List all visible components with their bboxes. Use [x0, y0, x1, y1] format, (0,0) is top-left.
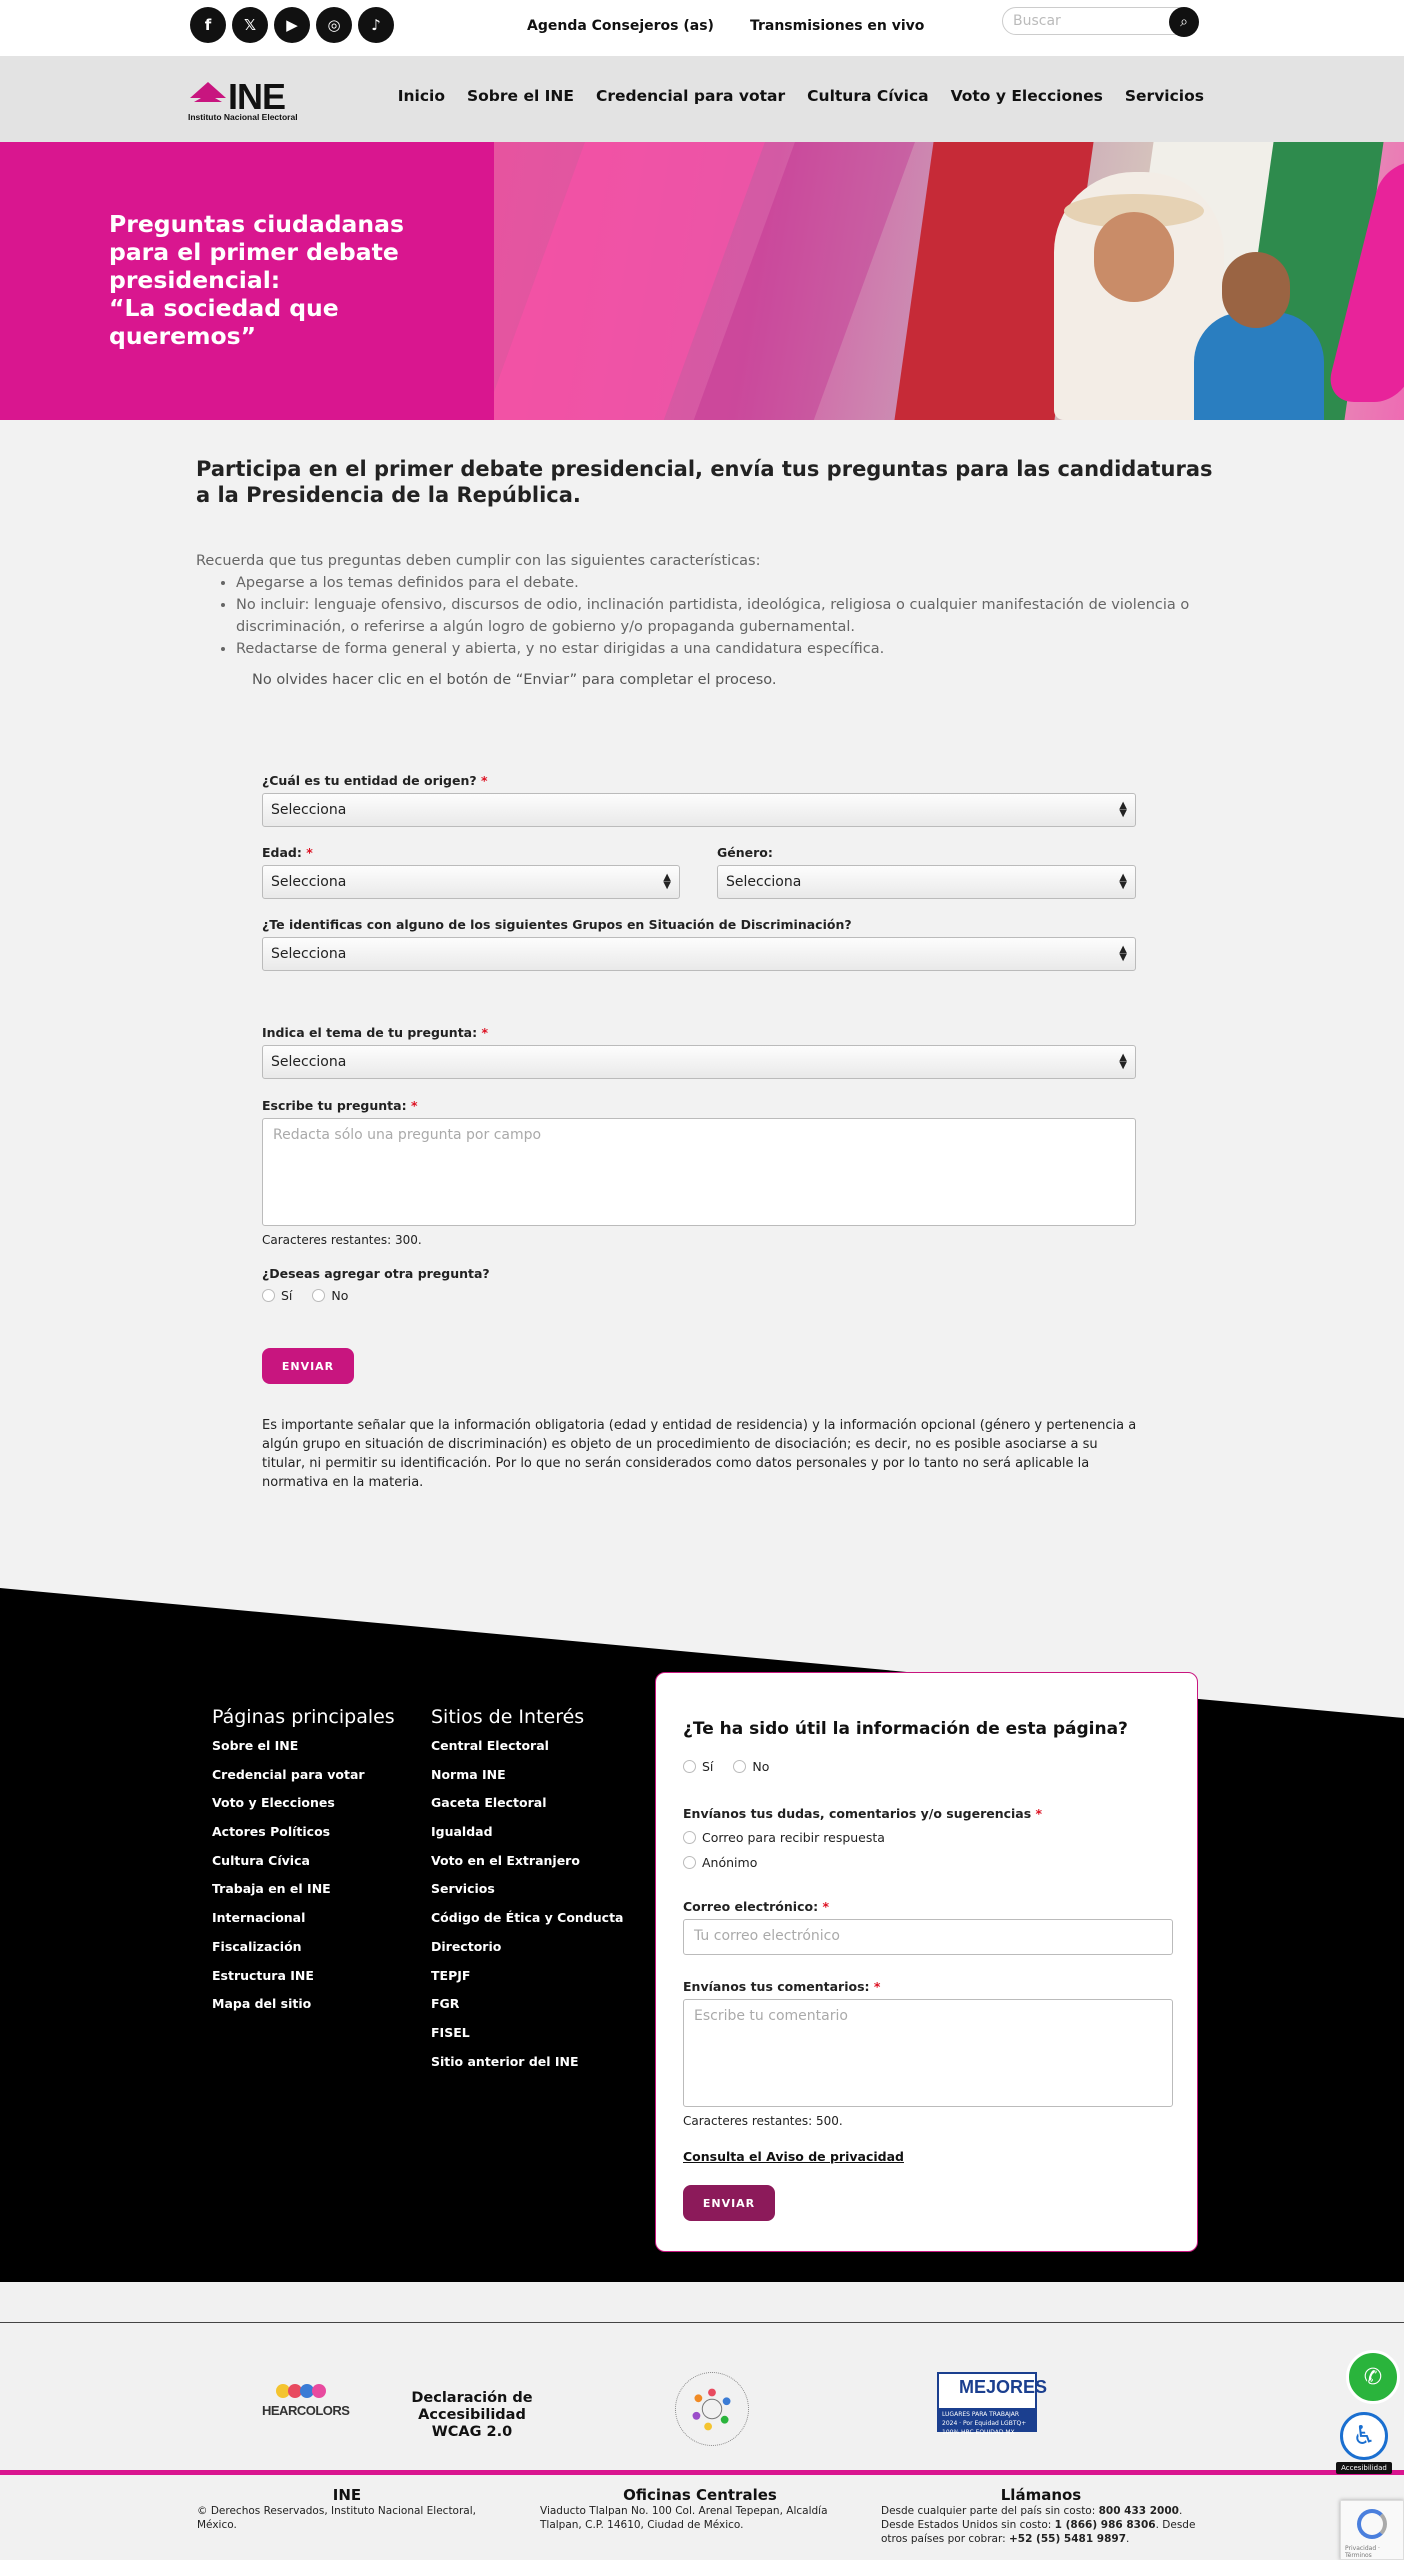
footer-link[interactable]: TEPJF — [431, 1967, 471, 1983]
youtube-icon[interactable]: ▶ — [274, 7, 310, 43]
footer-link[interactable]: Sobre el INE — [212, 1738, 299, 1753]
nav-menu — [398, 87, 1204, 105]
intro — [196, 456, 1216, 508]
pregunta-label: Escribe tu pregunta: * — [262, 1098, 418, 1113]
footer-link[interactable]: Norma INE — [431, 1766, 506, 1782]
requirements — [196, 550, 1206, 660]
footer-oficinas: Oficinas Centrales Viaducto Tlalpan No. 100 Col. Arenal Tepepan, Alcaldía Tlalpan, C.P. 14610, Ciudad de México. — [540, 2486, 828, 2531]
util-no-radio[interactable]: No — [733, 1759, 769, 1774]
mejores-lugares-badge: MEJORES LUGARES PARA TRABAJAR 2024 · Por Equidad LGBTQ+ 100% HRC EQUIDAD MX — [937, 2372, 1037, 2432]
search-input[interactable] — [1003, 13, 1163, 29]
entidad-select[interactable]: Selecciona ▲ ▼ — [262, 793, 1136, 827]
nav-item-voto-elecciones[interactable]: Voto y Elecciones — [950, 87, 1103, 105]
caracteres-restantes-feedback: Caracteres restantes: 500. — [683, 2114, 843, 2128]
footer-link[interactable]: Voto en el Extranjero — [431, 1852, 580, 1868]
correo-respuesta-radio[interactable]: Correo para recibir respuesta — [683, 1830, 885, 1845]
nav-item-cultura-civica[interactable]: Cultura Cívica — [807, 87, 929, 105]
footer-col-paginas — [212, 1706, 395, 2025]
page-heading: Participa en el primer debate presidencial, envía tus preguntas para las candidaturas a la Presidencia de la República. — [196, 457, 1213, 507]
ine-logo[interactable] — [188, 76, 328, 126]
tiktok-icon[interactable]: ♪ — [358, 7, 394, 43]
hero-title: Preguntas ciudadanas para el primer debate presidencial: “La sociedad que queremos” — [109, 210, 404, 350]
footer-link[interactable]: Central Electoral — [431, 1738, 549, 1753]
footer-link[interactable]: Cultura Cívica — [212, 1852, 310, 1868]
requirement-item: • Apegarse a los temas definidos para el debate. — [236, 572, 1206, 594]
hearcolors-logo[interactable]: HEARCOLORS — [262, 2384, 342, 2430]
email-label: Correo electrónico: * — [683, 1899, 829, 1914]
requirements-lead: Recuerda que tus preguntas deben cumplir con las siguientes características: — [196, 553, 761, 569]
facebook-icon[interactable]: f — [190, 7, 226, 43]
search-box — [1002, 7, 1198, 35]
footer-link[interactable]: FISEL — [431, 2024, 470, 2040]
feedback-question: ¿Te ha sido útil la información de esta página? — [683, 1719, 1128, 1739]
anonimo-radio[interactable]: Anónimo — [683, 1855, 757, 1870]
util-si-radio[interactable]: Sí — [683, 1759, 713, 1774]
hero-photo — [494, 142, 1404, 420]
genero-label: Género: — [717, 845, 773, 860]
wcag-declaration-link[interactable]: Declaración de Accesibilidad WCAG 2.0 — [411, 2390, 533, 2440]
tema-label: Indica el tema de tu pregunta: * — [262, 1025, 489, 1040]
footer-link[interactable]: Directorio — [431, 1938, 502, 1954]
top-bar — [0, 0, 1404, 56]
ine-logo-mark — [190, 80, 226, 104]
genero-select[interactable]: Selecciona ▲ ▼ — [717, 865, 1136, 899]
requirement-item: • Redactarse de forma general y abierta, y no estar dirigidas a una candidatura específica. — [236, 638, 1206, 660]
search-icon[interactable]: ⌕ — [1169, 7, 1199, 37]
footer-col-title: Sitios de Interés — [431, 1706, 585, 1728]
recaptcha-icon — [1357, 2509, 1387, 2539]
footer-link[interactable]: Sitio anterior del INE — [431, 2053, 579, 2069]
disociacion-note: Es importante señalar que la información obligatoria (edad y entidad de residencia) y la información opcional (género y pertenencia a algún grupo en situación de discriminación) es objeto de un procedimiento de disociación; es decir, no es posible asociarse a su titular, ni permitir su identificación. Por lo que no serán considerados como datos personales y por lo tanto no será aplicable la normativa en la materia. — [262, 1418, 1137, 1490]
social-links — [190, 7, 394, 43]
comments-textarea[interactable] — [683, 1999, 1173, 2107]
otra-si-radio[interactable]: Sí — [262, 1288, 292, 1303]
transmisiones-link[interactable]: Transmisiones en vivo — [749, 18, 925, 34]
accessibility-icon: ♿ — [1340, 2412, 1388, 2460]
logo-word: INE — [228, 76, 286, 117]
footer-link[interactable]: Código de Ética y Conducta — [431, 1910, 624, 1926]
main-nav — [0, 56, 1404, 142]
edad-select[interactable]: Selecciona ▲ ▼ — [262, 865, 680, 899]
comments-label: Envíanos tus comentarios: * — [683, 1979, 881, 1994]
footer-link[interactable]: FGR — [431, 1996, 460, 2012]
select-arrows-icon: ▲ ▼ — [1119, 872, 1127, 891]
logo-subtitle: Instituto Nacional Electoral — [188, 112, 298, 122]
igualdad-seal-icon — [675, 2372, 749, 2446]
nav-item-sobre-ine[interactable]: Sobre el INE — [466, 87, 574, 105]
whatsapp-icon[interactable]: ✆ — [1346, 2350, 1400, 2404]
grupos-label: ¿Te identificas con alguno de los siguientes Grupos en Situación de Discriminación? — [262, 917, 852, 932]
select-arrows-icon: ▲ ▼ — [1119, 1052, 1127, 1071]
privacy-link[interactable]: Consulta el Aviso de privacidad — [683, 2149, 904, 2164]
footer-link[interactable]: Servicios — [431, 1881, 495, 1897]
grupos-select[interactable]: Selecciona ▲ ▼ — [262, 937, 1136, 971]
email-placeholder: Tu correo electrónico — [694, 1928, 840, 1944]
feedback-card — [655, 1672, 1198, 2252]
footer-col-title: Páginas principales — [212, 1706, 395, 1728]
comments-placeholder: Escribe tu comentario — [694, 2008, 848, 2024]
footer-link[interactable]: Trabaja en el INE — [212, 1881, 331, 1897]
footer-link[interactable]: Voto y Elecciones — [212, 1795, 335, 1811]
footer-ine: INE © Derechos Reservados, Instituto Nacional Electoral, México. — [197, 2486, 476, 2531]
hero-banner — [0, 142, 1404, 420]
footer-link[interactable]: Mapa del sitio — [212, 1996, 312, 2012]
tema-select[interactable]: Selecciona ▲ ▼ — [262, 1045, 1136, 1079]
footer-link[interactable]: Actores Políticos — [212, 1824, 331, 1840]
caracteres-restantes: Caracteres restantes: 300. — [262, 1233, 422, 1247]
requirement-item: • No incluir: lenguaje ofensivo, discursos de odio, inclinación partidista, ideológica, religiosa o cualquier manifestación de violencia o discriminación, o referirse a algún logro de gobierno y/o propaganda gubernamental. — [236, 594, 1206, 638]
select-arrows-icon: ▲ ▼ — [663, 872, 671, 891]
pregunta-textarea[interactable] — [262, 1118, 1136, 1226]
footer-link[interactable]: Estructura INE — [212, 1967, 314, 1983]
recaptcha-badge[interactable]: Privacidad · Términos — [1340, 2500, 1404, 2560]
instagram-icon[interactable]: ◎ — [316, 7, 352, 43]
footer-col-sitios — [431, 1706, 623, 2082]
footer-link[interactable]: Credencial para votar — [212, 1766, 365, 1782]
nav-item-credencial[interactable]: Credencial para votar — [596, 87, 786, 105]
footer-link[interactable]: Gaceta Electoral — [431, 1795, 547, 1811]
select-arrows-icon: ▲ ▼ — [1119, 944, 1127, 963]
accessibility-widget[interactable]: ♿ Accesibilidad — [1336, 2412, 1392, 2476]
reminder-text: No olvides hacer clic en el botón de “Enviar” para completar el proceso. — [252, 672, 777, 688]
pregunta-placeholder: Redacta sólo una pregunta por campo — [273, 1127, 542, 1143]
edad-label: Edad: * — [262, 845, 313, 860]
nav-item-servicios[interactable]: Servicios — [1124, 87, 1204, 105]
footer-llamanos: Llámanos Desde cualquier parte del país sin costo: 800 433 2000. Desde Estados Unidos sin costo: 1 (866) 986 8306. Desde otros países por cobrar: +52 (55) 5481 9897. — [881, 2486, 1196, 2545]
email-field[interactable] — [683, 1919, 1173, 1955]
entidad-label: ¿Cuál es tu entidad de origen? * — [262, 773, 488, 788]
footer-link[interactable]: Igualdad — [431, 1824, 493, 1840]
x-icon[interactable]: 𝕏 — [232, 7, 268, 43]
select-arrows-icon: ▲ ▼ — [1119, 800, 1127, 819]
agenda-consejeros-link[interactable]: Agenda Consejeros (as) — [527, 18, 714, 34]
footer-link[interactable]: Internacional — [212, 1910, 306, 1926]
otra-pregunta-label: ¿Deseas agregar otra pregunta? — [262, 1266, 490, 1281]
otra-no-radio[interactable]: No — [312, 1288, 348, 1303]
dudas-label: Envíanos tus dudas, comentarios y/o sugerencias * — [683, 1806, 1043, 1821]
enviar-button[interactable]: ENVIAR — [262, 1348, 354, 1384]
nav-item-inicio[interactable]: Inicio — [397, 87, 445, 105]
footer-link[interactable]: Fiscalización — [212, 1938, 302, 1954]
feedback-enviar-button[interactable]: ENVIAR — [683, 2185, 775, 2221]
